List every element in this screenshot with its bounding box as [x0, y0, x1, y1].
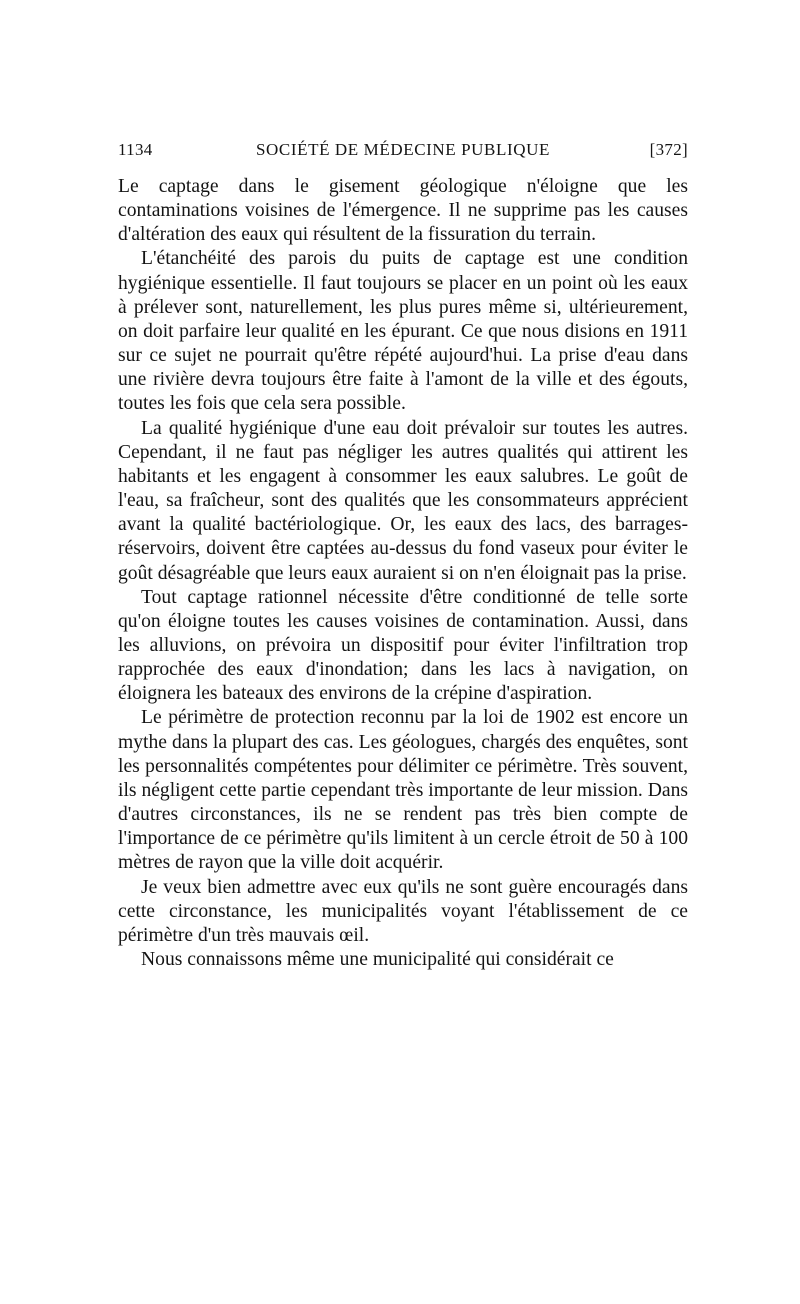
paragraph: Le périmètre de protection reconnu par la loi de 1902 est encore un mythe dans la plupart des cas. Les géologues, chargés des enquêtes, sont les personnalités compétentes pour délimiter ce périmètre. Très souvent, ils négligent cette partie cependant très importante de leur mission. Dans d'autres circonstances, ils ne se rendent pas très bien compte de l'importance de ce périmètre qu'ils limitent à un cercle étroit de 50 à 100 mètres de rayon que la ville doit acquérir. [118, 707, 688, 874]
paragraph: Je veux bien admettre avec eux qu'ils ne sont guère encouragés dans cette circonstance, les municipalités voyant l'établissement de ce périmètre d'un très mauvais œil. [118, 876, 688, 946]
journal-title: SOCIÉTÉ DE MÉDECINE PUBLIQUE [256, 140, 550, 159]
running-head [118, 140, 688, 166]
paragraph: La qualité hygiénique d'une eau doit prévaloir sur toutes les autres. Cependant, il ne faut pas négliger les autres qualités qui attirent les habitants et les engagent à consommer les eaux salubres. Le goût de l'eau, sa fraîcheur, sont des qualités que les consommateurs apprécient avant la qualité bactériologique. Or, les eaux des lacs, des barrages-réservoirs, doivent être captées au-dessus du fond vaseux pour éviter le goût désagréable que leurs eaux auraient si on n'en éloignait pas la prise. [118, 417, 688, 584]
body-text [118, 175, 688, 972]
paragraph: Nous connaissons même une municipalité qui considérait ce [141, 949, 614, 970]
document-page [118, 140, 688, 972]
paragraph: Tout captage rationnel nécessite d'être conditionné de telle sorte qu'on éloigne toutes les causes voisines de contamination. Aussi, dans les alluvions, on prévoira un dispositif pour éviter l'infiltration trop rapprochée des eaux d'inondation; dans les lacs à navigation, on éloignera les bateaux des environs de la crépine d'aspiration. [118, 586, 688, 705]
page-number: 1134 [118, 140, 153, 159]
bracketed-page-number: [372] [649, 140, 688, 159]
paragraph: L'étanchéité des parois du puits de captage est une condition hygiénique essentielle. Il faut toujours se placer en un point où les eaux à prélever sont, naturellement, les plus pures même si, ultérieurement, on doit parfaire leur qualité en les épurant. Ce que nous disions en 1911 sur ce sujet ne pourrait qu'être répété aujourd'hui. La prise d'eau dans une rivière devra toujours être faite à l'amont de la ville et des égouts, toutes les fois que cela sera possible. [118, 248, 688, 415]
paragraph: Le captage dans le gisement géologique n'éloigne que les contaminations voisines de l'émergence. Il ne supprime pas les causes d'altération des eaux qui résultent de la fissuration du terrain. [118, 176, 688, 246]
